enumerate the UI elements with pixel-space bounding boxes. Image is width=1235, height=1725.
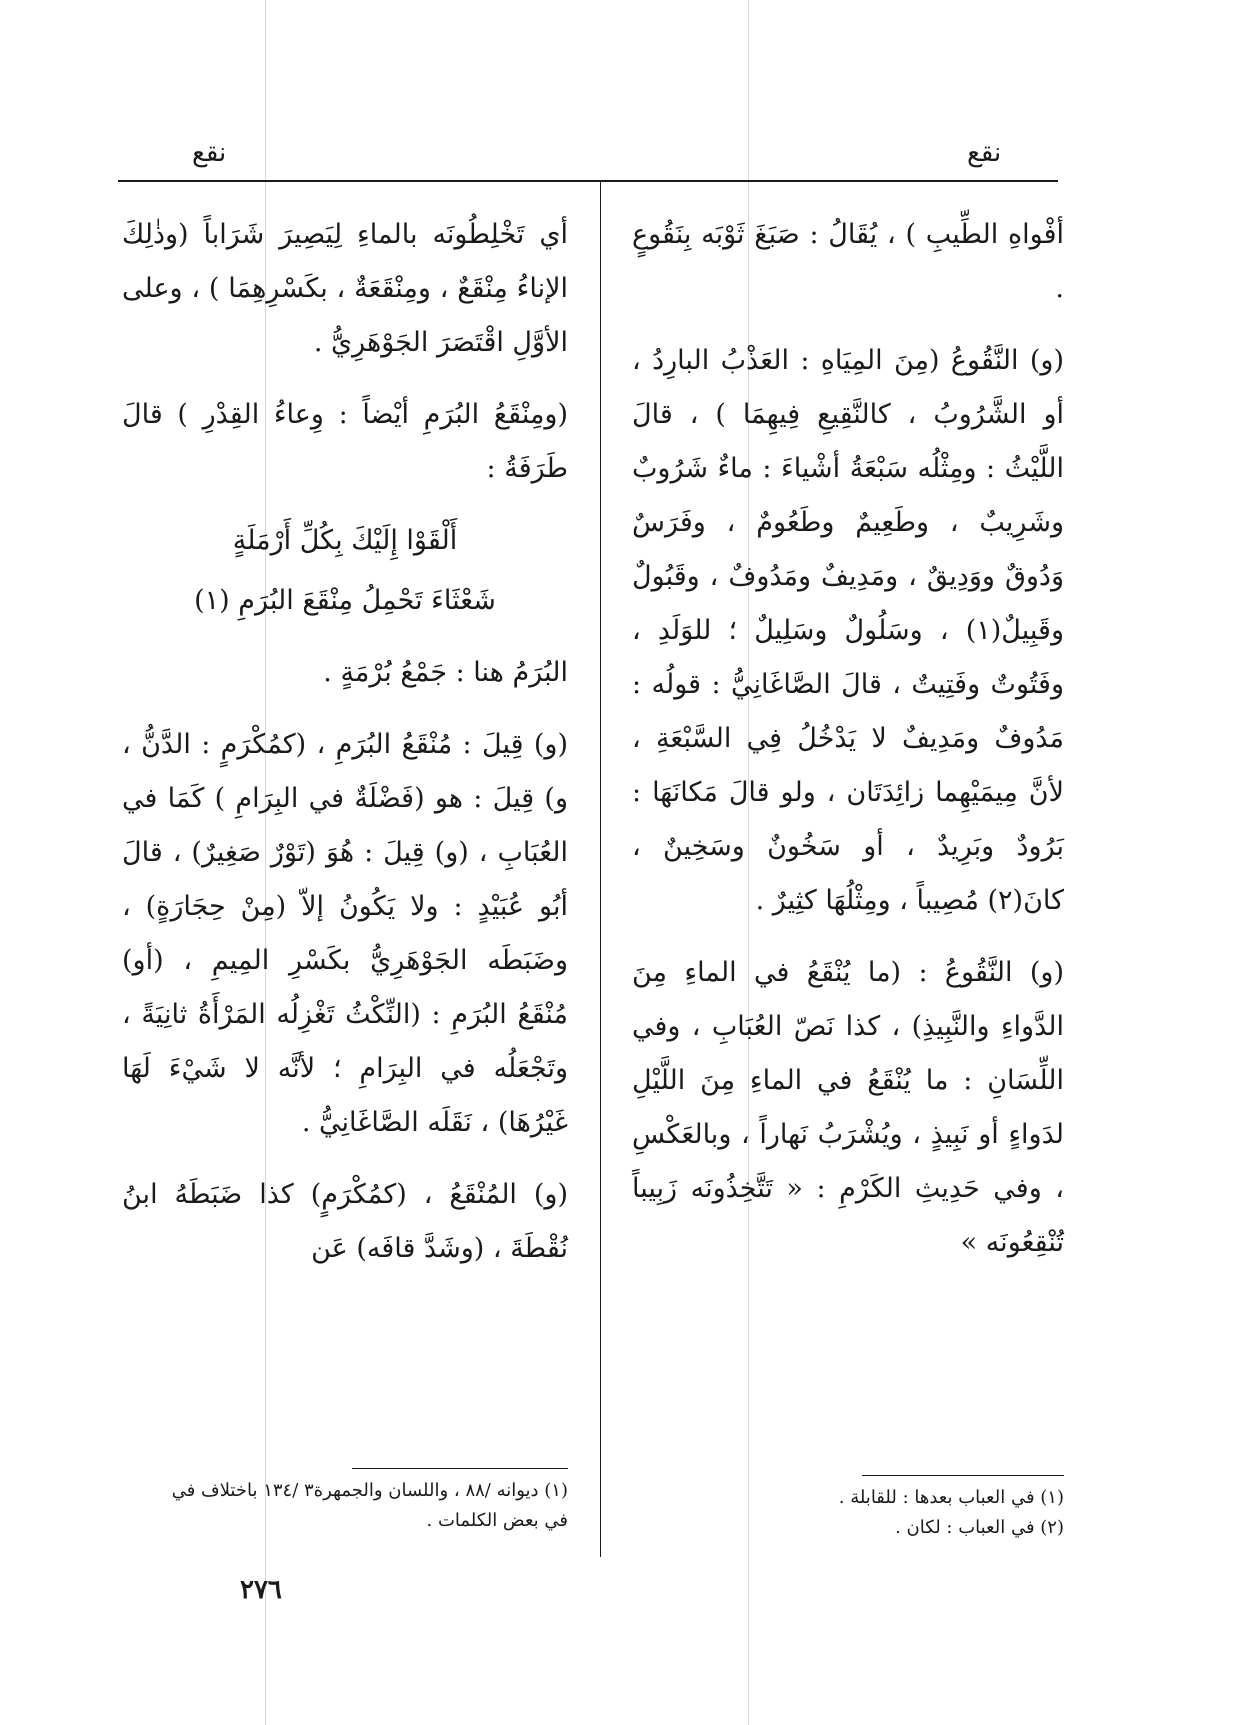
footnote: (١) ديوانه /٨٨ ، واللسان والجمهرة٣ /١٣٤ باختلاف في (171, 1480, 568, 1501)
right-head-keyword: نقع (967, 138, 1002, 168)
page-number: ٢٧٦ (240, 1575, 282, 1605)
right-column (632, 208, 1064, 1288)
column-divider (600, 182, 601, 1557)
footnote: (٢) في العباب : لكان . (895, 1517, 1064, 1538)
right-column-paragraph: (و) النَّقُوعُ (مِنَ المِيَاهِ : العَذْبُ البارِدُ ، أو الشَّرُوبُ ، كالنَّقِيعِ فِيهِمَا ) ، قالَ اللَّيْثُ : ومِثْلُه سَبْعَةُ أشْياءَ : ماءٌ شَرُوبٌ وشَرِيبٌ ، وطَعِيمٌ وطَعُومٌ ، وفَرَسٌ وَدُوقٌ ووَدِيقٌ ، ومَدِيفٌ ومَدُوفٌ ، وقَبُولٌ وقَبِيلٌ(١) ، وسَلُولٌ وسَلِيلٌ ؛ للوَلَدِ ، وفَتُوتٌ وفَتِيتٌ ، قالَ الصَّاغَانِيُّ : قولُه : مَدُوفٌ ومَدِيفٌ لا يَدْخُلُ فِي السَّبْعَةِ ، لأنَّ مِيمَيْهِما زائِدَتَان ، ولو قالَ مَكانَهَا : بَرُودٌ وبَرِيدٌ ، أو سَخُونٌ وسَخِينٌ ، كانَ(٢) مُصِيباً ، ومِثْلُهَا كثِيرٌ . (632, 345, 1064, 916)
left-column-paragraph: أي تَخْلِطُونَه بالماءِ لِيَصِيرَ شَرَاباً (وذٰلِكَ الإناءُ مِنْقَعٌ ، ومِنْقَعَةٌ ، بكَسْرِهِمَا ) ، وعلى الأوَّلِ اقْتَصَرَ الجَوْهَرِيُّ . (122, 219, 568, 358)
verse-line: شَعْثَاءَ تَحْمِلُ مِنْقَعَ البُرَمِ (١) (194, 585, 496, 616)
left-column-paragraph: (و) قِيلَ : مُنْقَعُ البُرَمِ ، (كمُكْرَمٍ : الدَّنُّ ، و) قِيلَ : هو (فَضْلَةٌ في البِرَامِ ) كَمَا في العُبَابِ ، (و) قِيلَ : هُوَ (تَوْرٌ صَغِيرٌ) ، قالَ أبُو عُبَيْدٍ : ولا يَكُونُ إلاّ (مِنْ حِجَارَةٍ) ، وضَبَطَه الجَوْهَرِيُّ بكَسْرِ المِيمِ ، (أو) مُنْقَعُ البُرَمِ : (النِّكْثُ تَغْزِلُه المَرْأَةُ ثانِيَةً ، وتَجْعَلُه في البِرَامِ ؛ لأنَّه لا شَيْءَ لَهَا غَيْرُهَا) ، نَقَلَه الصَّاغَانِيُّ . (122, 729, 568, 1138)
footnote: (١) في العباب بعدها : للقابلة . (838, 1487, 1064, 1508)
left-footnotes (122, 1476, 568, 1536)
right-column-paragraph: أفْواهِ الطِّيبِ ) ، يُقَالُ : صَبَغَ ثَوْبَه بِنَقُوعٍ . (632, 219, 1064, 304)
left-column-paragraph: (و) المُنْقَعُ ، (كمُكْرَمٍ) كذا ضَبَطَهُ ابنُ نُقْطَةَ ، (وشَدَّ قافَه) عَن (122, 1179, 568, 1264)
left-footnote-rule (352, 1468, 568, 1469)
header-rule (118, 180, 1058, 182)
right-column-paragraph: (و) النَّقُوعُ : (ما يُنْقَعُ في الماءِ مِنَ الدَّواءِ والنَّبِيذِ) ، كذا نَصّ العُبَابِ ، وفي اللِّسَانِ : ما يُنْقَعُ في الماءِ مِنَ اللَّيْلِ لدَواءٍ أو نَبِيذٍ ، ويُشْرَبُ نَهاراً ، وبالعَكْسِ ، وفي حَدِيثِ الكَرْمِ : « تَتَّخِذُونَه زَبِيباً تُنْقِعُونَه » (632, 957, 1064, 1258)
left-column-paragraph: (ومِنْقَعُ البُرَمِ أيْضاً : وِعاءُ القِدْرِ ) قالَ طَرَفَةُ : (122, 399, 568, 484)
right-footnote-rule (862, 1475, 1064, 1476)
left-column-paragraph: البُرَمُ هنا : جَمْعُ بُرْمَةٍ . (323, 657, 568, 688)
right-footnotes (632, 1483, 1064, 1543)
verse-line: أَلْقَوْا إِلَيْكَ بِكُلِّ أَرْمَلَةٍ (232, 525, 458, 556)
left-column (122, 208, 568, 1294)
left-head-keyword: نقع (192, 138, 227, 168)
footnote: في بعض الكلمات . (426, 1510, 568, 1531)
